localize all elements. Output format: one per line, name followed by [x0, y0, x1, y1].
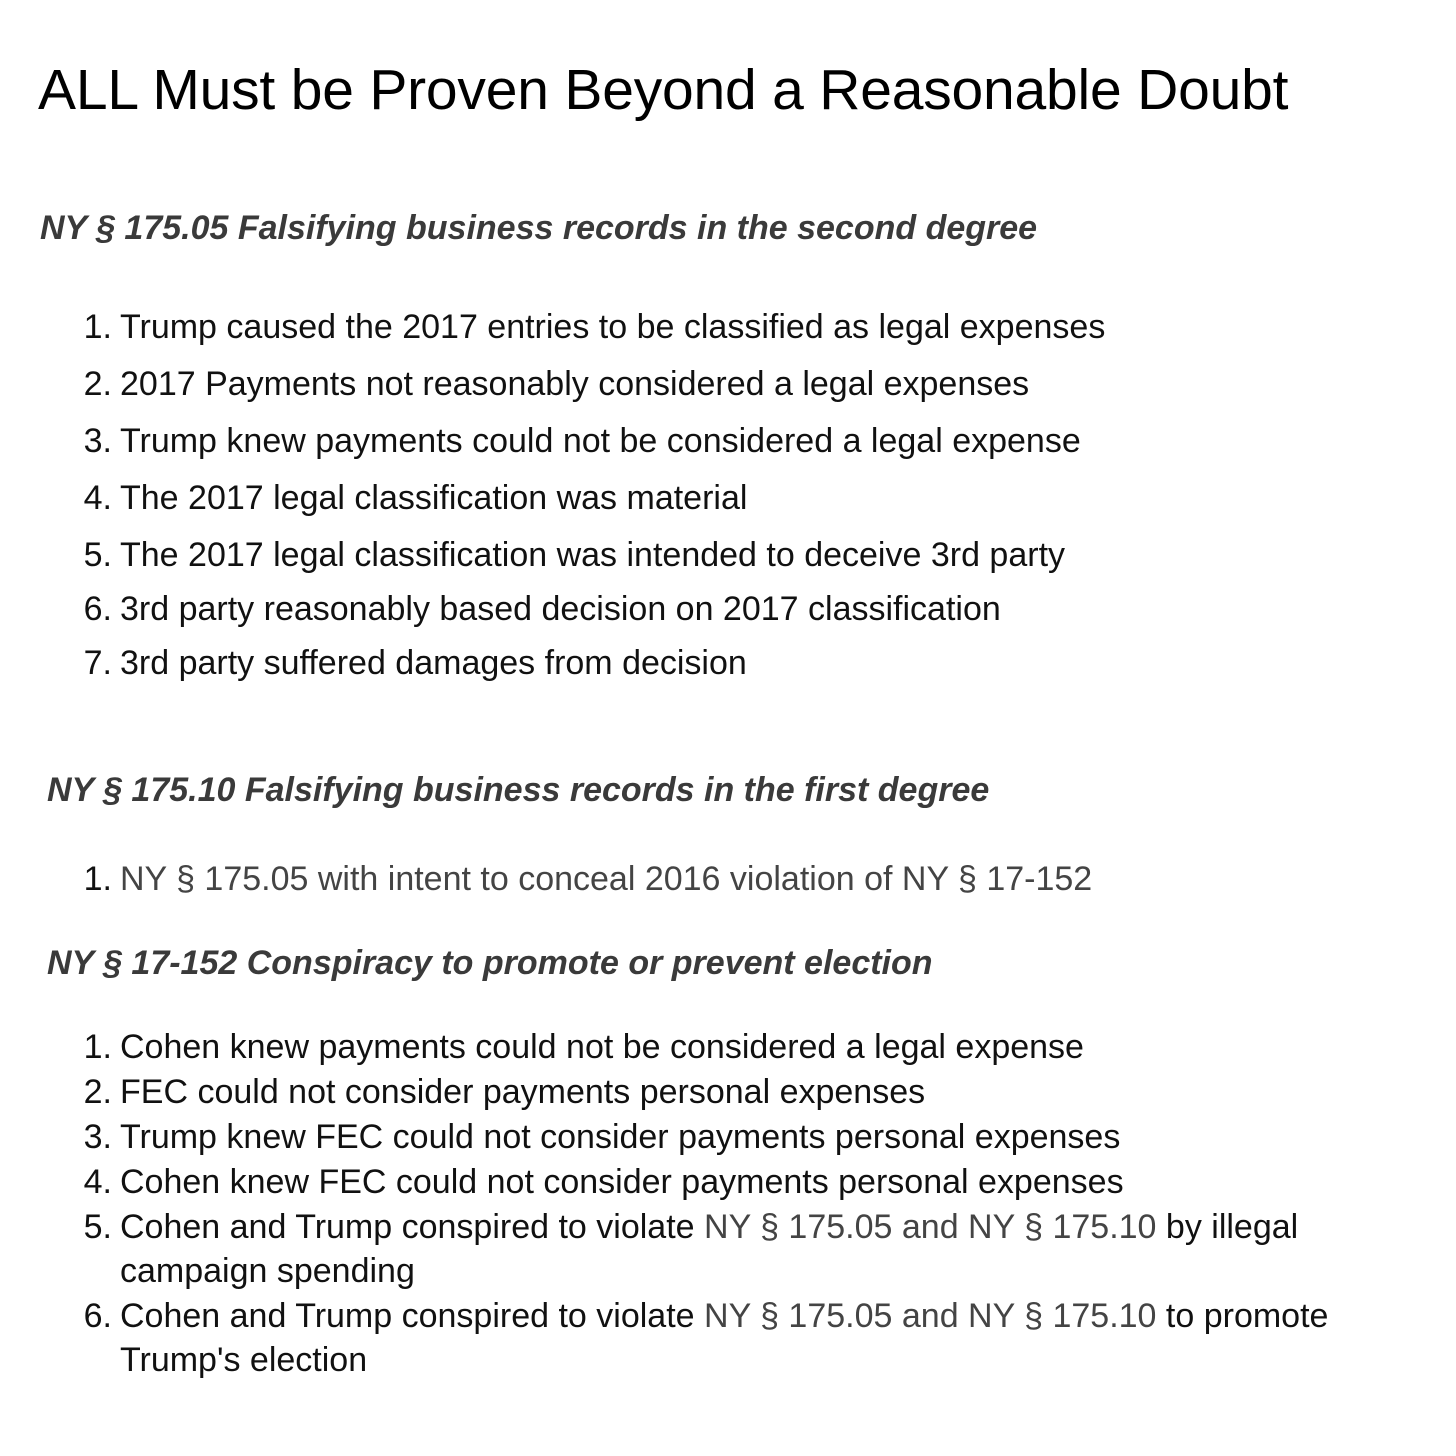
item-number: 1. [83, 860, 112, 898]
item-text-tail: to promote Trump's election [120, 1297, 1329, 1379]
list-item [62, 362, 1362, 419]
section-heading-175-05: NY § 175.05 Falsifying business records in the second degree [40, 209, 1038, 247]
list-item [62, 1070, 1382, 1115]
elements-list-175-10 [62, 857, 1362, 901]
item-text: Cohen knew FEC could not consider payments personal expenses [120, 1163, 1124, 1201]
item-number: 5. [83, 1208, 112, 1246]
list-item [62, 1025, 1382, 1070]
list-item [62, 641, 1362, 695]
section-heading-175-10: NY § 175.10 Falsifying business records in the first degree [47, 771, 990, 809]
item-number: 3. [83, 422, 112, 460]
statute-reference: NY § 175.05 and NY § 175.10 [704, 1297, 1157, 1335]
item-text: FEC could not consider payments personal expenses [120, 1073, 926, 1111]
elements-list-17-152 [62, 1025, 1382, 1383]
item-text-tail: by illegal campaign spending [120, 1208, 1299, 1290]
list-item [62, 1160, 1382, 1205]
section-heading-17-152: NY § 17-152 Conspiracy to promote or prevent election [47, 944, 933, 982]
item-number: 4. [83, 1163, 112, 1201]
item-text: Trump caused the 2017 entries to be classified as legal expenses [120, 308, 1106, 346]
list-item [62, 419, 1362, 476]
item-text: Trump knew payments could not be considered a legal expense [120, 422, 1081, 460]
item-number: 6. [83, 1297, 112, 1335]
item-number: 1. [83, 308, 112, 346]
list-item [62, 587, 1362, 641]
item-number: 2. [83, 365, 112, 403]
list-item [62, 857, 1362, 901]
elements-list-175-05 [62, 305, 1362, 695]
item-number: 4. [83, 479, 112, 517]
list-item [62, 476, 1362, 533]
item-number: 7. [83, 644, 112, 682]
item-text: The 2017 legal classification was intended to deceive 3rd party [120, 536, 1066, 574]
item-text: The 2017 legal classification was material [120, 479, 748, 517]
list-item [62, 1294, 1382, 1383]
item-text-lead: Cohen and Trump conspired to violate [120, 1208, 705, 1246]
item-number: 3. [83, 1118, 112, 1156]
item-text [120, 1205, 1382, 1293]
item-text: 3rd party suffered damages from decision [120, 644, 747, 682]
item-text: 2017 Payments not reasonably considered a legal expenses [120, 365, 1030, 403]
item-text: Trump knew FEC could not consider payments personal expenses [120, 1118, 1121, 1156]
item-text: 3rd party reasonably based decision on 2017 classification [120, 590, 1001, 628]
page-title: ALL Must be Proven Beyond a Reasonable Doubt [38, 58, 1289, 122]
list-item [62, 1205, 1382, 1294]
list-item [62, 1115, 1382, 1160]
item-number: 2. [83, 1073, 112, 1111]
item-number: 6. [83, 590, 112, 628]
item-text [120, 1294, 1382, 1382]
statute-reference: NY § 175.05 and NY § 175.10 [704, 1208, 1157, 1246]
item-number: 5. [83, 536, 112, 574]
item-text-lead: Cohen and Trump conspired to violate [120, 1297, 705, 1335]
item-text: Cohen knew payments could not be considered a legal expense [120, 1028, 1084, 1066]
list-item [62, 533, 1362, 587]
list-item [62, 305, 1362, 362]
item-number: 1. [83, 1028, 112, 1066]
item-text: NY § 175.05 with intent to conceal 2016 violation of NY § 17-152 [120, 860, 1093, 898]
